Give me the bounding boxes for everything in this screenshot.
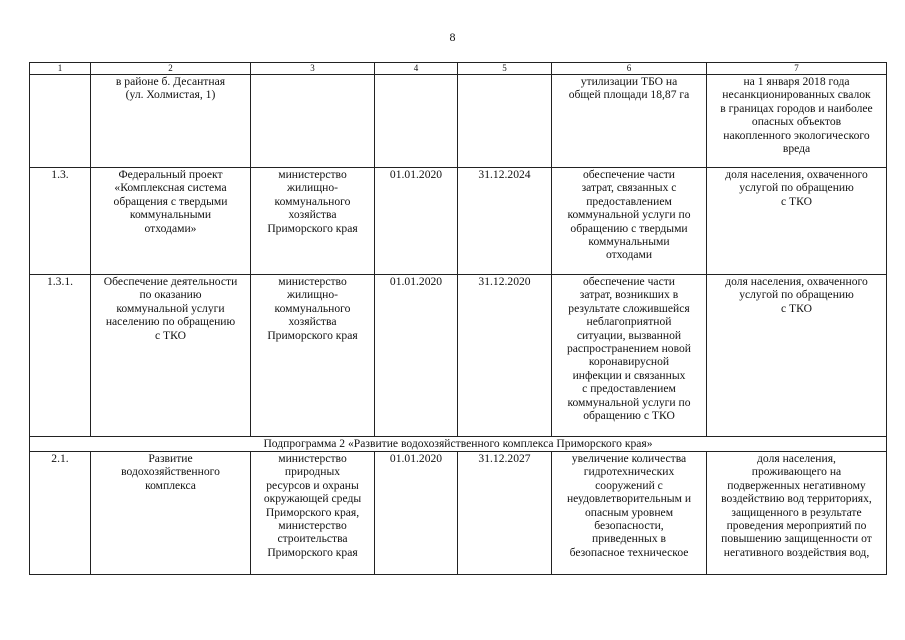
start-date: 01.01.2020 — [375, 168, 458, 275]
start-date — [375, 75, 458, 168]
expected-result: обеспечение части затрат, связанных с предоставлением коммунальной услуги по обращению с твердыми коммунальными отходами — [552, 168, 707, 275]
end-date: 31.12.2027 — [458, 452, 552, 575]
target-indicator: доля населения, проживающего на подверженных негативному воздействию вод территориях, защищенного в результате проведения мероприятий по повышению защищенности от негативного воздействия вод, — [707, 452, 887, 575]
subprogram-row — [30, 437, 887, 452]
column-number: 4 — [375, 63, 458, 75]
measure-name: Развитие водохозяйственного комплекса — [91, 452, 251, 575]
table-row — [30, 168, 887, 275]
row-number: 1.3. — [30, 168, 91, 275]
program-table — [29, 62, 887, 575]
column-number: 2 — [91, 63, 251, 75]
measure-name: в районе б. Десантная (ул. Холмистая, 1) — [91, 75, 251, 168]
responsible-executor — [251, 75, 375, 168]
responsible-executor: министерство природных ресурсов и охраны окружающей среды Приморского края, министерство строительства Приморского края — [251, 452, 375, 575]
page-number: 8 — [449, 30, 456, 44]
table-row — [30, 75, 887, 168]
subprogram-title: Подпрограмма 2 «Развитие водохозяйственного комплекса Приморского края» — [30, 437, 887, 452]
column-number-row — [30, 63, 887, 75]
target-indicator: на 1 января 2018 года несанкционированных свалок в границах городов и наиболее опасных объектов накопленного экологического вреда — [707, 75, 887, 168]
column-number: 6 — [552, 63, 707, 75]
row-number — [30, 75, 91, 168]
row-number: 2.1. — [30, 452, 91, 575]
responsible-executor: министерство жилищно- коммунального хозяйства Приморского края — [251, 168, 375, 275]
start-date: 01.01.2020 — [375, 275, 458, 437]
target-indicator: доля населения, охваченного услугой по обращению с ТКО — [707, 168, 887, 275]
expected-result: увеличение количества гидротехнических сооружений с неудовлетворительным и опасным уровнем безопасности, приведенных в безопасное техническое — [552, 452, 707, 575]
expected-result: утилизации ТБО на общей площади 18,87 га — [552, 75, 707, 168]
measure-name: Обеспечение деятельности по оказанию коммунальной услуги населению по обращению с ТКО — [91, 275, 251, 437]
measure-name: Федеральный проект «Комплексная система обращения с твердыми коммунальными отходами» — [91, 168, 251, 275]
column-number: 3 — [251, 63, 375, 75]
start-date: 01.01.2020 — [375, 452, 458, 575]
table-row — [30, 275, 887, 437]
column-number: 1 — [30, 63, 91, 75]
expected-result: обеспечение части затрат, возникших в результате сложившейся неблагоприятной ситуации, вызванной распространением новой коронавирусной инфекции и связанных с предоставлением коммунальной услуги по обращению с ТКО — [552, 275, 707, 437]
table-row — [30, 452, 887, 575]
row-number: 1.3.1. — [30, 275, 91, 437]
column-number: 7 — [707, 63, 887, 75]
responsible-executor: министерство жилищно- коммунального хозяйства Приморского края — [251, 275, 375, 437]
end-date: 31.12.2020 — [458, 275, 552, 437]
end-date — [458, 75, 552, 168]
column-number: 5 — [458, 63, 552, 75]
end-date: 31.12.2024 — [458, 168, 552, 275]
target-indicator: доля населения, охваченного услугой по обращению с ТКО — [707, 275, 887, 437]
